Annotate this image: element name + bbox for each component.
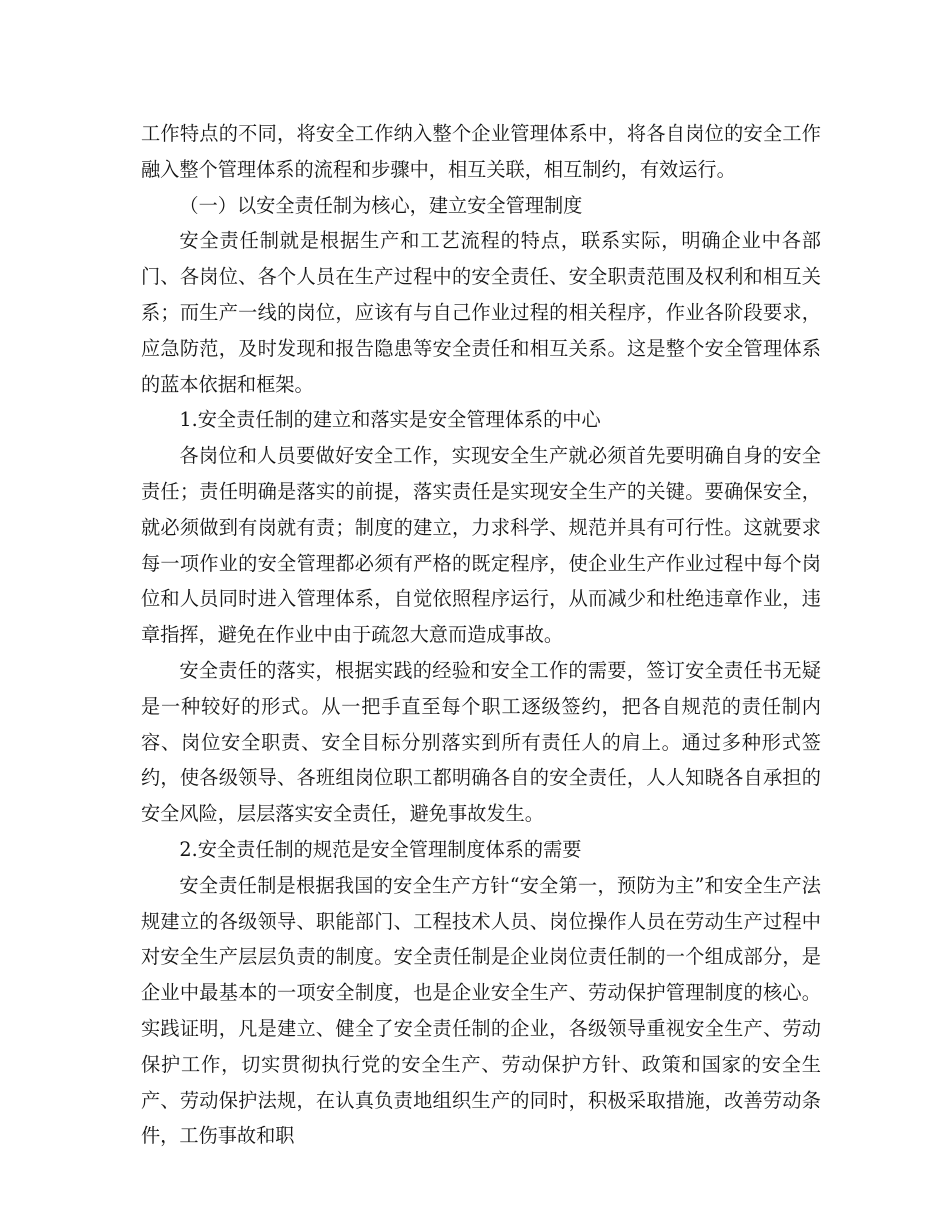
section-heading-1: （一）以安全责任制为核心，建立安全管理制度 [179,193,583,217]
paragraph-responsibility-definition: 安全责任制就是根据生产和工艺流程的特点，联系实际，明确企业中各部门、各岗位、各个人员在生产过程中的安全责任、安全职责范围及权利和相互关系；而生产一线的岗位，应该有与自己作业过程的相关程序，作业各阶段要求，应急防范，及时发现和报告隐患等安全责任和相互关系。这是整个安全管理体系的蓝本依据和框架。 [141,229,821,396]
document-body [141,116,821,1154]
paragraph-responsibility-contract: 安全责任的落实，根据实践的经验和安全工作的需要，签订安全责任书无疑是一种较好的形式。从一把手直至每个职工逐级签约，把各自规范的责任制内容、岗位安全职责、安全目标分别落实到所有责任人的肩上。通过多种形式签约，使各级领导、各班组岗位职工都明确各自的安全责任，人人知晓各自承担的安全风险，层层落实安全责任，避免事故发生。 [141,658,821,826]
subsection-heading-1: 1.安全责任制的建立和落实是安全管理体系的中心 [179,408,601,432]
paragraph-responsibility-implementation: 各岗位和人员要做好安全工作，实现安全生产就必须首先要明确自身的安全责任；责任明确是落实的前提，落实责任是实现安全生产的关键。要确保安全，就必须做到有岗就有责；制度的建立，力求科学、规范并具有可行性。这就要求每一项作业的安全管理都必须有严格的既定程序，使企业生产作业过程中每个岗位和人员同时进入管理体系，自觉依照程序运行，从而减少和杜绝违章作业，违章指挥，避免在作业中由于疏忽大意而造成事故。 [141,444,821,647]
subsection-heading-2: 2.安全责任制的规范是安全管理制度体系的需要 [179,837,582,861]
paragraph-responsibility-standard: 安全责任制是根据我国的安全生产方针“安全第一，预防为主”和安全生产法规建立的各级领导、职能部门、工程技术人员、岗位操作人员在劳动生产过程中对安全生产层层负责的制度。安全责任制是企业岗位责任制的一个组成部分，是企业中最基本的一项安全制度，也是企业安全生产、劳动保护管理制度的核心。实践证明，凡是建立、健全了安全责任制的企业，各级领导重视安全生产、劳动保护工作，切实贯彻执行党的安全生产、劳动保护方针、政策和国家的安全生产、劳动保护法规，在认真负责地组织生产的同时，积极采取措施，改善劳动条件，工伤事故和职 [141,873,821,1148]
paragraph-continuation: 工作特点的不同，将安全工作纳入整个企业管理体系中，将各自岗位的安全工作融入整个管理体系的流程和步骤中，相互关联，相互制约，有效运行。 [141,122,821,181]
